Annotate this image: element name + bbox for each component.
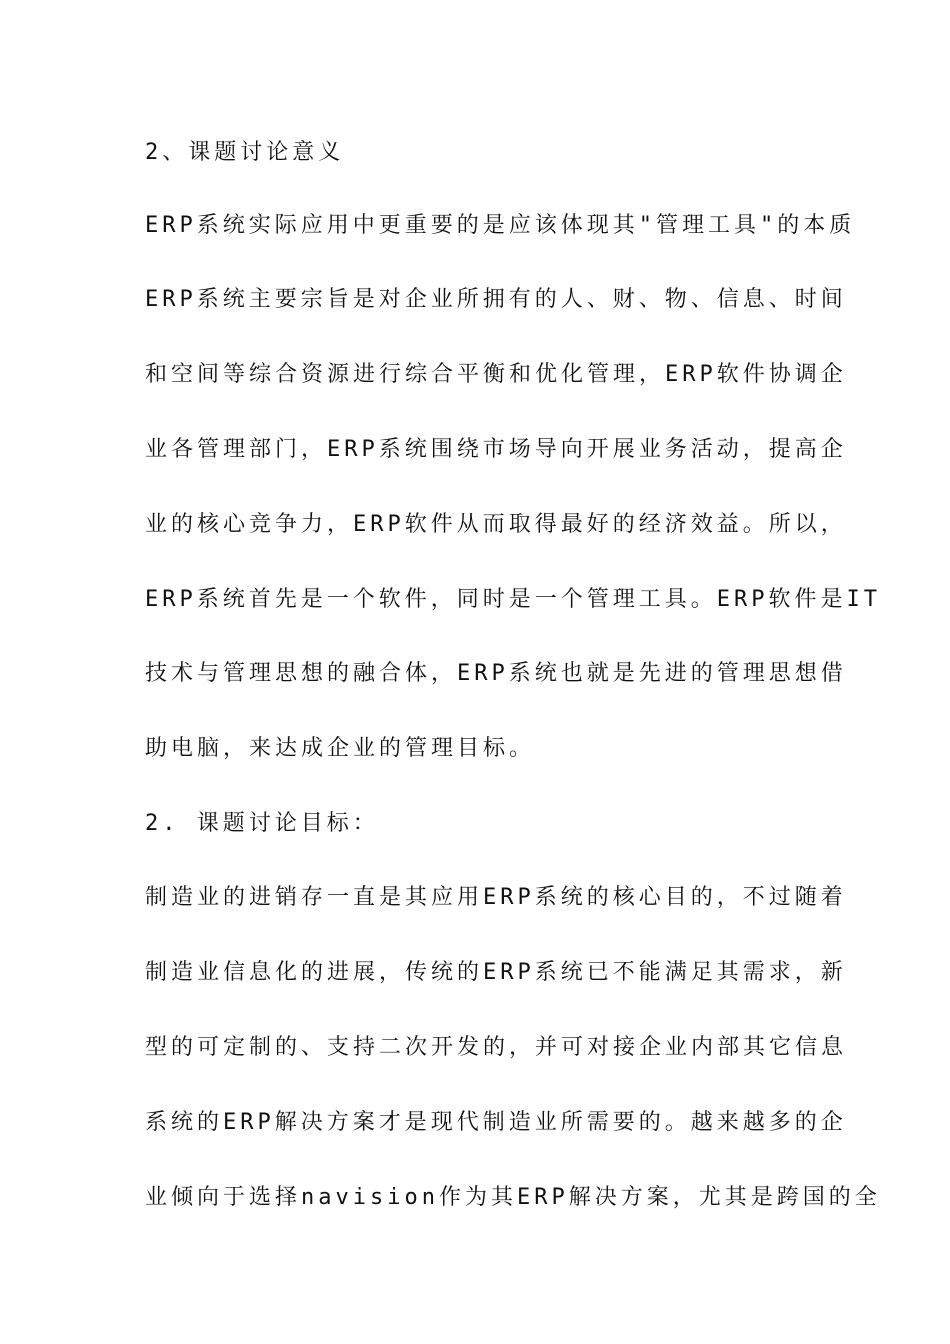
paragraph-line: 制造业的进销存一直是其应用ERP系统的核心目的，不过随着: [145, 885, 847, 910]
paragraph-line: 业各管理部门，ERP系统围绕市场导向开展业务活动，提高企: [145, 437, 847, 462]
section-heading-significance: 2、课题讨论意义: [145, 140, 345, 165]
paragraph-line: 业倾向于选择navision作为其ERP解决方案，尤其是跨国的全: [145, 1185, 881, 1210]
paragraph-line: ERP系统首先是一个软件，同时是一个管理工具。ERP软件是IT: [145, 587, 881, 612]
paragraph-line: 技术与管理思想的融合体，ERP系统也就是先进的管理思想借: [145, 661, 847, 686]
paragraph-line: 型的可定制的、支持二次开发的，并可对接企业内部其它信息: [145, 1035, 848, 1060]
paragraph-line: 制造业信息化的进展，传统的ERP系统已不能满足其需求，新: [145, 960, 847, 985]
paragraph-line: 业的核心竞争力，ERP软件从而取得最好的经济效益。所以，: [145, 512, 847, 537]
paragraph-line: ERP系统实际应用中更重要的是应该体现其"管理工具"的本质: [145, 213, 856, 238]
paragraph-line: 助电脑，来达成企业的管理目标。: [145, 736, 536, 761]
paragraph-line: ERP系统主要宗旨是对企业所拥有的人、财、物、信息、时间: [145, 287, 847, 312]
section-heading-objective: 2. 课题讨论目标：: [145, 811, 379, 836]
paragraph-line: 和空间等综合资源进行综合平衡和优化管理，ERP软件协调企: [145, 362, 847, 387]
paragraph-line: 系统的ERP解决方案才是现代制造业所需要的。越来越多的企: [145, 1110, 847, 1135]
